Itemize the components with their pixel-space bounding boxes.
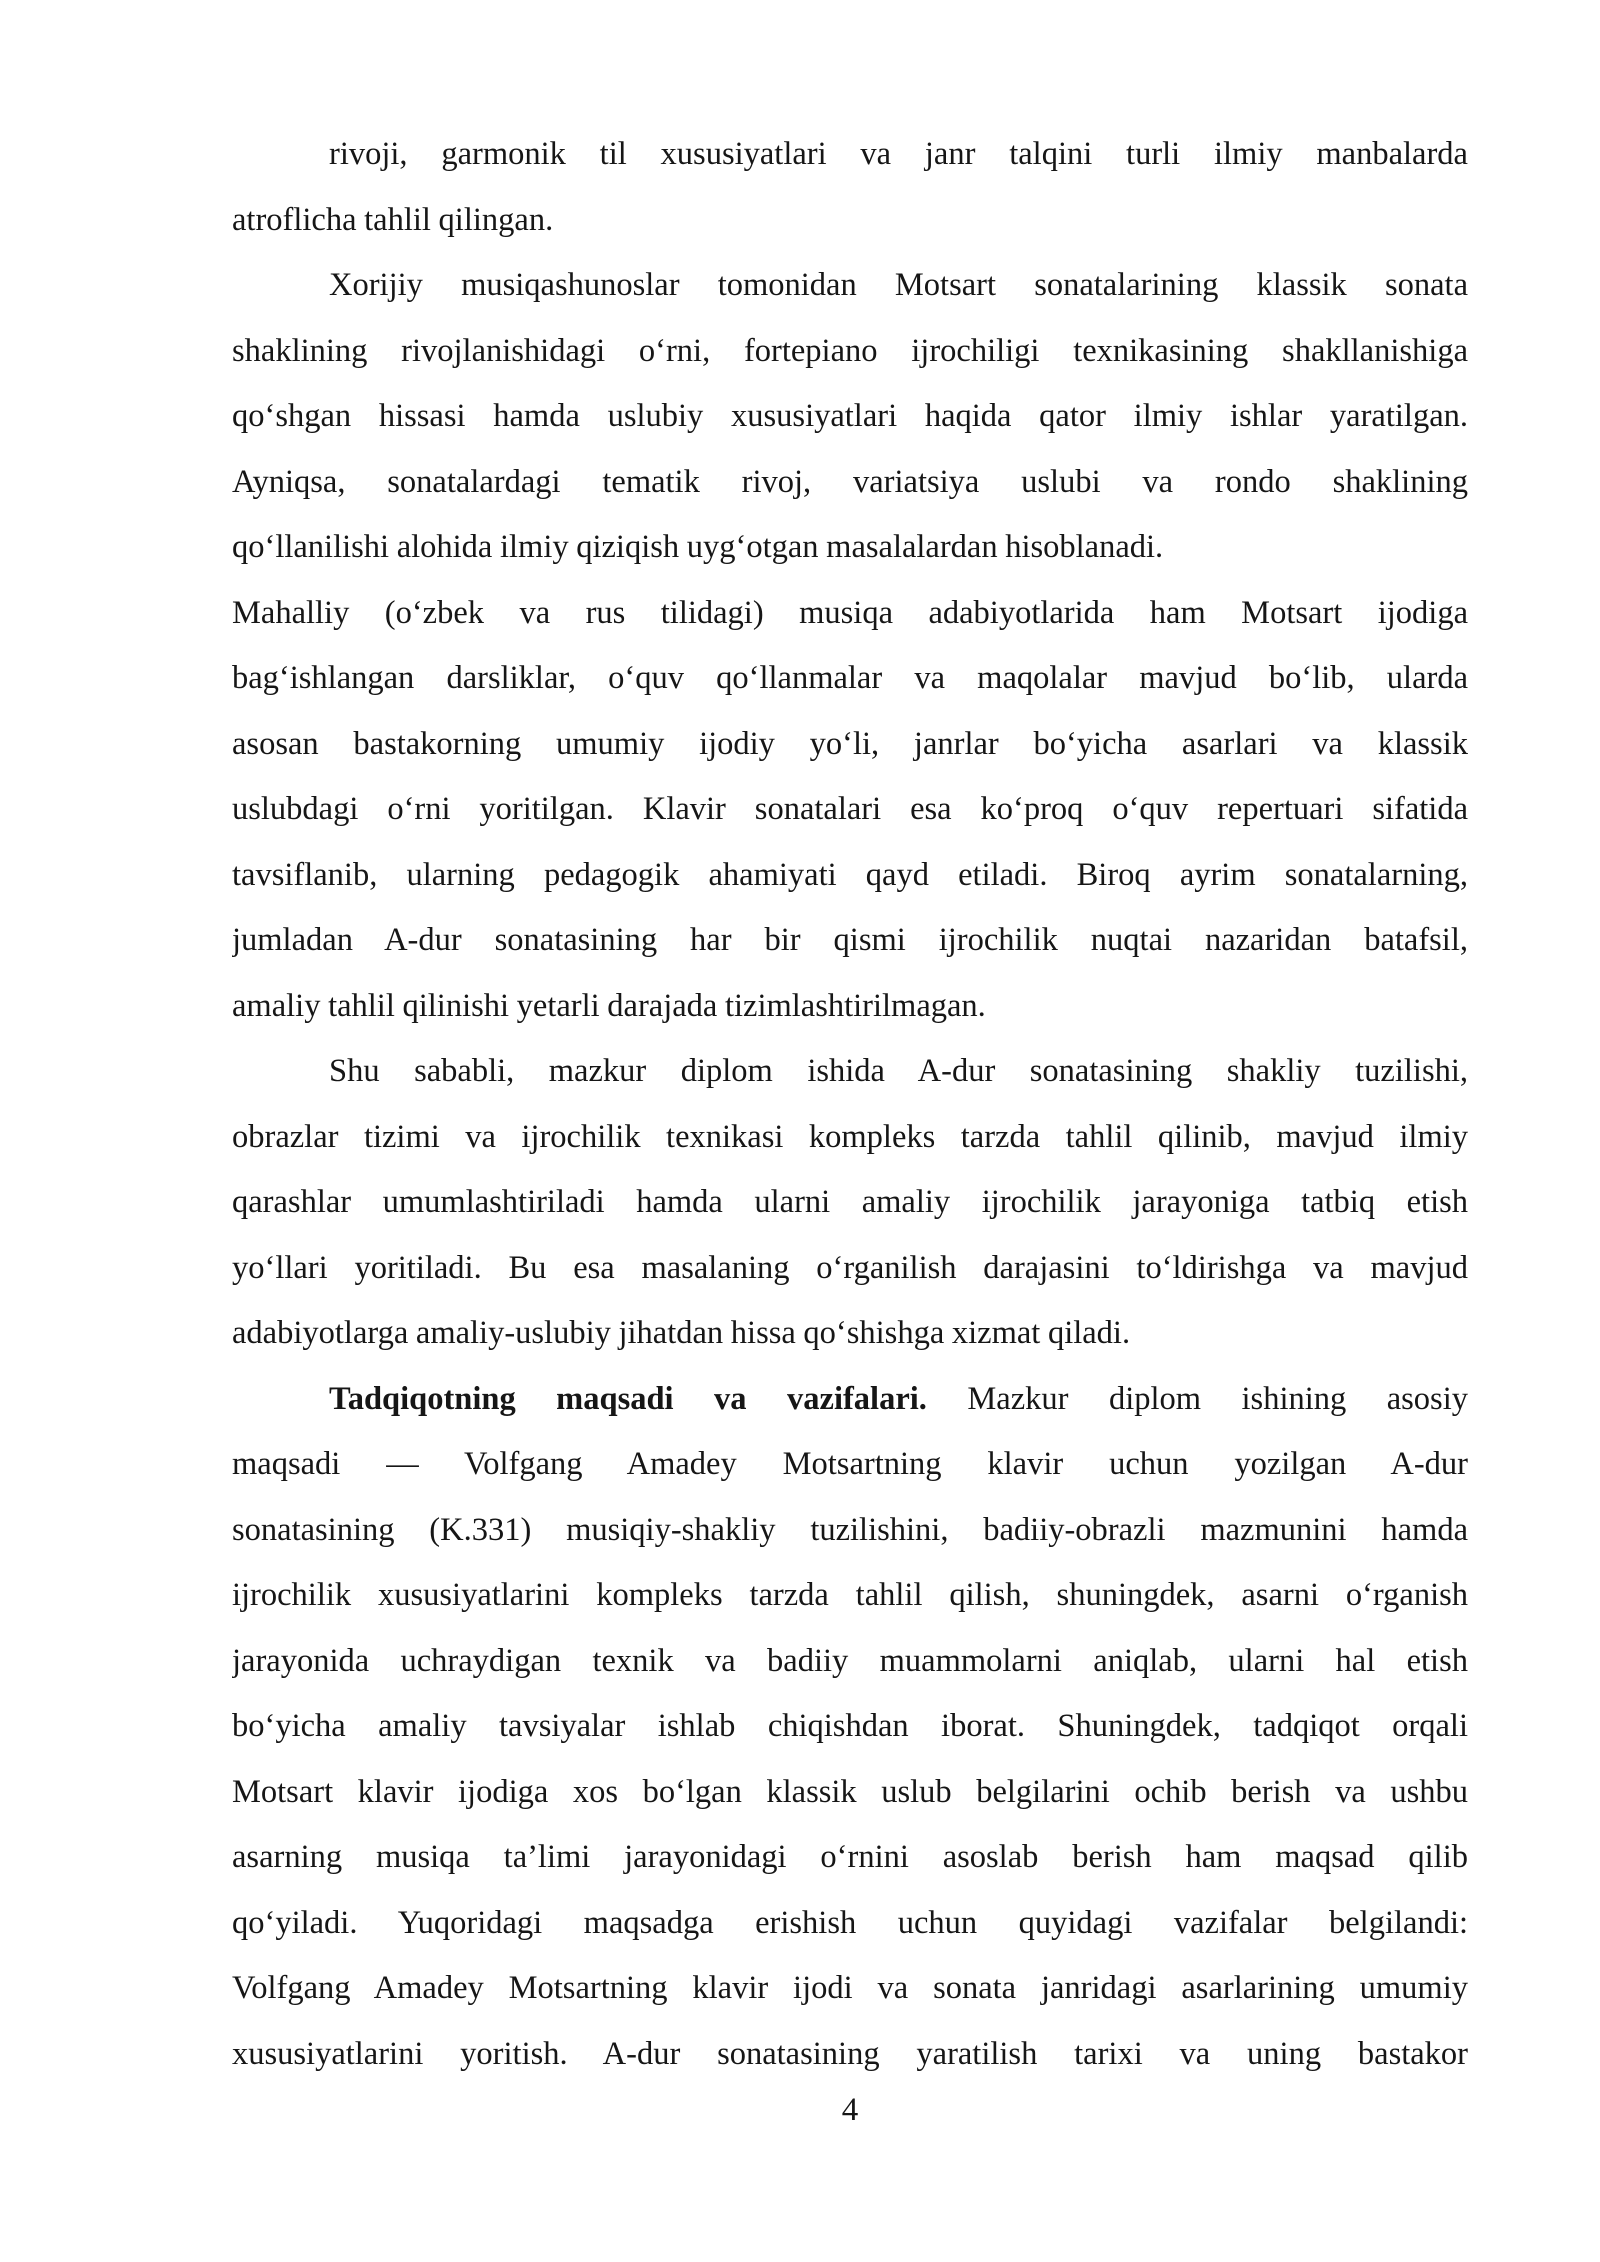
text-segment: xususiyatlarini yoritish. A-dur sonatasining yaratilish tarixi va uning bastakor — [232, 2035, 1468, 2072]
text-line — [232, 974, 1468, 1040]
text-segment: Motsart klavir ijodiga xos bo‘lgan klassik uslub belgilarini ochib berish va ushbu — [232, 1773, 1468, 1810]
text-segment: rivoji, garmonik til xususiyatlari va janr talqini turli ilmiy manbalarda — [329, 136, 1468, 172]
text-segment: qo‘shgan hissasi hamda uslubiy xususiyatlari haqida qator ilmiy ishlar yaratilgan. — [232, 398, 1468, 434]
text-segment: qo‘llanilishi alohida ilmiy qiziqish uyg‘otgan masalalardan hisoblanadi. — [232, 529, 1164, 565]
text-line — [232, 1236, 1468, 1302]
text-line — [232, 253, 1468, 319]
text-line — [232, 1891, 1468, 1957]
text-line — [232, 581, 1468, 647]
text-segment: ijrochilik xususiyatlarini kompleks tarzda tahlil qilish, shuningdek, asarni o‘rganish — [232, 1577, 1468, 1613]
text-segment: jumladan A-dur sonatasining har bir qismi ijrochilik nuqtai nazaridan batafsil, — [232, 922, 1468, 958]
text-line — [232, 843, 1468, 909]
text-line — [232, 384, 1468, 450]
page-number: 4 — [841, 2092, 859, 2128]
text-segment: bag‘ishlangan darsliklar, o‘quv qo‘llanmalar va maqolalar mavjud bo‘lib, ularda — [232, 660, 1468, 696]
text-line — [232, 908, 1468, 974]
text-segment: adabiyotlarga amaliy-uslubiy jihatdan hissa qo‘shishga xizmat qiladi. — [232, 1315, 1131, 1351]
text-line — [232, 1367, 1468, 1433]
text-line — [232, 188, 1468, 254]
text-line — [232, 646, 1468, 712]
text-segment: Ayniqsa, sonatalardagi tematik rivoj, variatsiya uslubi va rondo shaklining — [232, 463, 1468, 500]
text-line — [232, 1432, 1468, 1498]
text-segment: amaliy tahlil qilinishi yetarli darajada tizimlashtirilmagan. — [232, 987, 986, 1024]
text-segment: atroflicha tahlil qilingan. — [232, 201, 554, 238]
text-segment: bo‘yicha amaliy tavsiyalar ishlab chiqishdan iborat. Shuningdek, tadqiqot orqali — [232, 1708, 1468, 1744]
text-segment: obrazlar tizimi va ijrochilik texnikasi kompleks tarzda tahlil qilinib, mavjud ilmiy — [232, 1118, 1468, 1155]
text-line — [232, 1039, 1468, 1105]
bold-text: Tadqiqotning maqsadi va vazifalari. — [329, 1380, 927, 1417]
text-segment: tavsiflanib, ularning pedagogik ahamiyati qayd etiladi. Biroq ayrim sonatalarning, — [232, 856, 1468, 893]
text-segment: Mazkur diplom ishining asosiy — [926, 1380, 1468, 1417]
text-line — [232, 319, 1468, 385]
text-line — [232, 122, 1468, 188]
text-segment: jarayonida uchraydigan texnik va badiiy muammolarni aniqlab, ularni hal etish — [232, 1642, 1468, 1679]
text-line — [232, 2022, 1468, 2088]
text-line — [232, 1301, 1468, 1367]
text-line — [232, 712, 1468, 778]
text-line — [232, 1498, 1468, 1564]
text-segment: asosan bastakorning umumiy ijodiy yo‘li, janrlar bo‘yicha asarlari va klassik — [232, 725, 1468, 762]
text-line — [232, 1825, 1468, 1891]
text-line — [232, 777, 1468, 843]
text-line — [232, 1105, 1468, 1171]
text-segment: sonatasining (K.331) musiqiy-shakliy tuzilishini, badiiy-obrazli mazmunini hamda — [232, 1511, 1468, 1548]
text-segment: yo‘llari yoritiladi. Bu esa masalaning o‘rganilish darajasini to‘ldirishga va mavjud — [232, 1249, 1468, 1286]
text-line — [232, 450, 1468, 516]
text-segment: Shu sababli, mazkur diplom ishida A-dur sonatasining shakliy tuzilishi, — [329, 1053, 1468, 1089]
text-segment: Xorijiy musiqashunoslar tomonidan Motsart sonatalarining klassik sonata — [329, 267, 1468, 303]
text-line — [232, 1563, 1468, 1629]
body-text — [232, 122, 1468, 2087]
text-line — [232, 1760, 1468, 1826]
text-line — [232, 1629, 1468, 1695]
text-segment: uslubdagi o‘rni yoritilgan. Klavir sonatalari esa ko‘proq o‘quv repertuari sifatida — [232, 791, 1468, 827]
text-segment: Mahalliy (o‘zbek va rus tilidagi) musiqa adabiyotlarida ham Motsart ijodiga — [232, 594, 1468, 631]
text-line — [232, 1694, 1468, 1760]
text-segment: Volfgang Amadey Motsartning klavir ijodi va sonata janridagi asarlarining umumiy — [232, 1970, 1468, 2006]
text-segment: shaklining rivojlanishidagi o‘rni, fortepiano ijrochiligi texnikasining shakllanishiga — [232, 332, 1468, 369]
text-segment: asarning musiqa ta’limi jarayonidagi o‘rnini asoslab berish ham maqsad qilib — [232, 1839, 1468, 1875]
text-line — [232, 1170, 1468, 1236]
text-line — [232, 515, 1468, 581]
text-segment: qarashlar umumlashtiriladi hamda ularni amaliy ijrochilik jarayoniga tatbiq etish — [232, 1184, 1468, 1220]
text-segment: maqsadi — Volfgang Amadey Motsartning klavir uchun yozilgan A-dur — [232, 1446, 1468, 1482]
text-line — [232, 1956, 1468, 2022]
text-segment: qo‘yiladi. Yuqoridagi maqsadga erishish uchun quyidagi vazifalar belgilandi: — [232, 1904, 1468, 1941]
